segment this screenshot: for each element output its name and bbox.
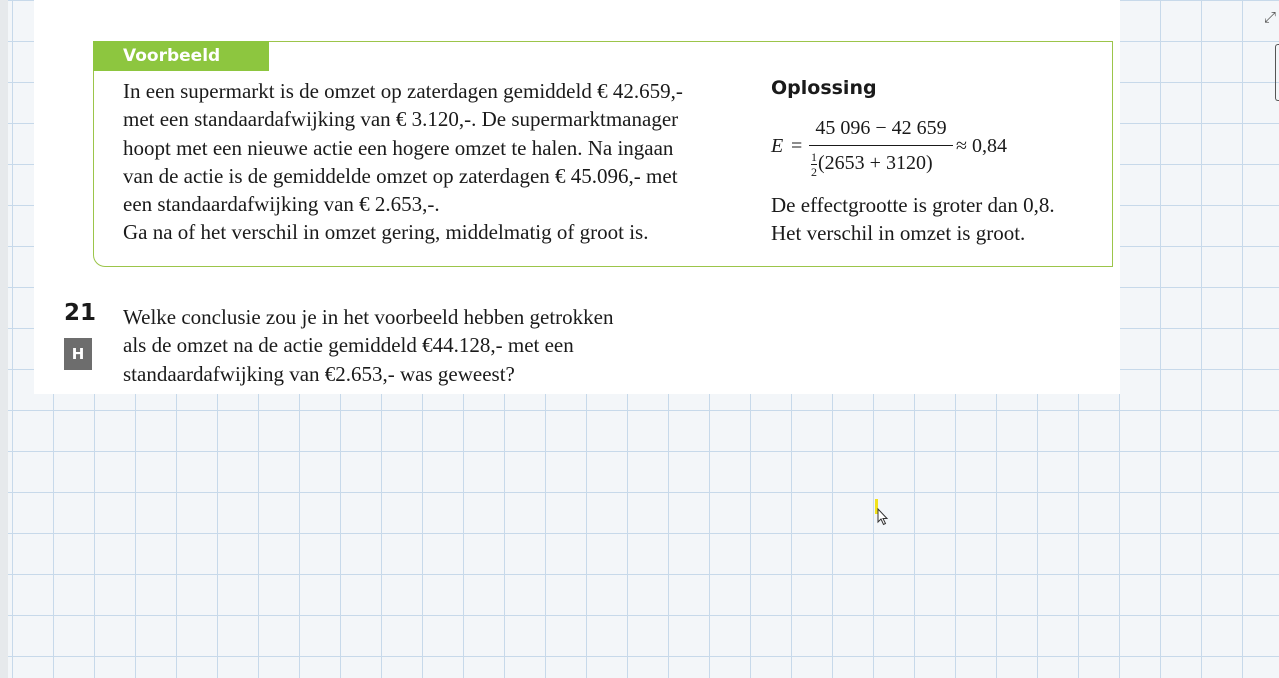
scrollbar-thumb[interactable] bbox=[1275, 44, 1279, 101]
half-numerator: 1 bbox=[811, 150, 817, 164]
denominator-sum: (2653 + 3120) bbox=[818, 152, 933, 175]
example-problem-text bbox=[123, 77, 743, 247]
conclusion-line: Het verschil in omzet is groot. bbox=[771, 221, 1026, 246]
example-tab-label: Voorbeeld bbox=[93, 41, 269, 71]
solution-heading: Oplossing bbox=[771, 77, 877, 99]
half-fraction bbox=[811, 151, 817, 178]
problem-line: hoopt met een nieuwe actie een hogere omzet te halen. Na ingaan bbox=[123, 135, 674, 160]
question-level-badge: H bbox=[64, 338, 92, 370]
problem-line: Ga na of het verschil in omzet gering, middelmatig of groot is. bbox=[123, 220, 649, 245]
question-text bbox=[123, 303, 613, 388]
question-line: standaardafwijking van €2.653,- was geweest? bbox=[123, 361, 515, 386]
formula-result: ≈ 0,84 bbox=[956, 135, 1007, 157]
problem-line: In een supermarkt is de omzet op zaterdagen gemiddeld € 42.659,- bbox=[123, 79, 683, 103]
cursor-arrow-icon bbox=[877, 508, 889, 531]
half-denominator: 2 bbox=[811, 165, 817, 179]
effect-size-formula bbox=[771, 117, 1101, 185]
formula-numerator: 45 096 − 42 659 bbox=[815, 117, 947, 139]
conclusion-line: De effectgrootte is groter dan 0,8. bbox=[771, 193, 1055, 217]
question-line: als de omzet na de actie gemiddeld €44.128,- met een bbox=[123, 333, 574, 358]
formula-equals: = bbox=[791, 135, 803, 157]
resize-icon[interactable]: ⤢ bbox=[1263, 8, 1276, 26]
fraction-bar bbox=[809, 145, 953, 146]
problem-line: van de actie is de gemiddelde omzet op zaterdagen € 45.096,- met bbox=[123, 163, 678, 188]
problem-line: met een standaardafwijking van € 3.120,-. De supermarktmanager bbox=[123, 107, 679, 132]
left-edge-strip bbox=[0, 0, 8, 678]
formula-lhs: E bbox=[771, 135, 784, 157]
problem-line: een standaardafwijking van € 2.653,-. bbox=[123, 192, 440, 217]
solution-conclusion bbox=[771, 191, 1055, 248]
question-line: Welke conclusie zou je in het voorbeeld hebben getrokken bbox=[123, 305, 614, 329]
question-number: 21 bbox=[64, 300, 97, 326]
formula-denominator bbox=[811, 151, 933, 178]
